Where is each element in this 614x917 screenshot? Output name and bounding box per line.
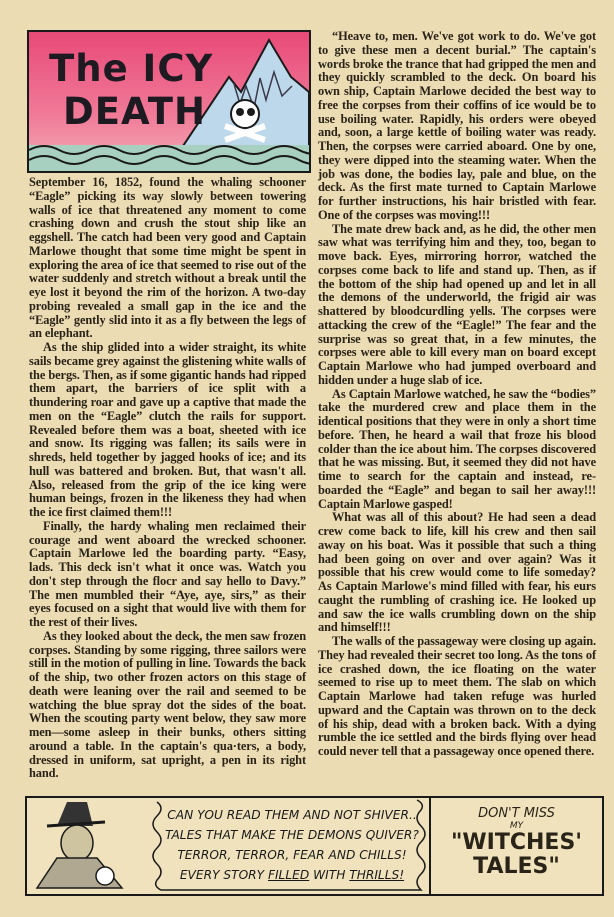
ad-text: WITH [309, 868, 350, 882]
paragraph: Finally, the hardy whaling men reclaimed their courage and went aboard the wrecked schooner. Captain Marlowe led the boarding party. “Easy, lads. This deck isn't what it once was. Watch you don't step through the flocr and say hello to Davy.” The men mumbled their “Aye, aye, sirs,” as their eyes focused on a sight that would live with them for the rest of their lives. [29, 518, 306, 629]
ad-line-2: TALES THAT MAKE THE DEMONS QUIVER? [165, 828, 419, 842]
witches-tales-ad [25, 796, 604, 896]
ad-text: FILLED [267, 868, 310, 882]
paragraph: As the ship glided into a wider straight, its white sails became grey against the glistening white walls of the bergs. Then, as if some gigantic hands had ripped them apart, the barriers of ice split with a thundering roar and gave up a captive that made the men on the “Eagle” clutch the rails for support. Revealed before them was a boat, sheeted with ice and snow. Its rigging was fallen; its sails were in shreds, held together by jagged hooks of ice; and its hull was battered and broken. But, that wasn't all. Also, released from the grip of the ice king were human beings, frozen in the likeness they had when the ice first claimed them!!! [29, 340, 306, 519]
title-line-1: The ICY [49, 47, 214, 90]
paragraph: What was all of this about? He had seen a dead crew come back to life, kill his crew and then sail away on his boat. Was it possible that such a thing had been going on over and over again? Was it possible that his crew would come to life someday? As Captain Marlowe's mind filled with fear, his eurs caught the rumbling of crashing ice. He looked up and saw the ice walls crumbling down on the ship and himself!!! [318, 510, 596, 635]
paragraph: The walls of the passageway were closing up again. They had revealed their secret too long. As the tons of ice crashed down, the ice floating on the water seemed to rise up to meet them. The slab on which Captain Marlowe had taken refuge was hurled upward and the Captain was thrown on to the deck of his ship, dead with a broken back. With a dying rumble the ice settled and the birds flying over head could never tell that a passageway once opened there. [318, 634, 596, 758]
right-column-text [318, 30, 596, 759]
ad-line-4 [157, 868, 427, 882]
tales-text: TALES" [473, 854, 560, 879]
witches-text: "WITCHES' [450, 830, 583, 855]
ad-promo [429, 798, 602, 894]
paragraph: The mate drew back and, as he did, the other men saw what was terrifying him and they, too, began to move back. Eyes, mirroring horror, watched the corpses come back to life and stand up. Then, as if the bottom of the ship had opened up and let in all the demons of the underworld, the frigid air was shattered by bloodcurdling yells. The corpses were attacking the crew of the “Eagle!” The fear and the surprise was so great that, in a few minutes, the corpses were able to kill every man on board except Captain Marlowe who had jumped overboard and hidden under a huge slab of ice. [318, 221, 596, 387]
paragraph: As they looked about the deck, the men saw frozen corpses. Standing by some rigging, three sailors were still in the motion of pulling in line. Towards the back of the ship, two other frozen actors on this stage of death were leaning over the rail and seemed to be watching the blue spray dot the sides of the boat. When the scouting party went below, they saw more men—some asleep in their bunks, others sitting around a table. In the captain's qua·ters, a body, dressed in uniform, sat upright, a pen in its right hand. [29, 628, 306, 781]
paragraph: September 16, 1852, found the whaling schooner “Eagle” picking its way slowly between towering walls of ice that threatened any moment to come crashing down and crush the stout ship like an eggshell. The catch had been very good and Captain Marlowe thought that some time might be spent in exploring the area of ice that seemed to rise out of the water suddenly and stretch without a break until the eye lost it beyond the rim of the horizon. A two-day probing revealed a small gap in the ice and the “Eagle” gently slid into it as a fly between the legs of an elephant. [29, 175, 306, 341]
title-line-2: DEATH [63, 90, 206, 133]
ad-text: EVERY STORY [179, 868, 268, 882]
witch-illustration [27, 798, 155, 894]
paragraph: “Heave to, men. We've got work to do. We've got to give these men a decent burial.” The captain's words broke the trance that had gripped the men and they quickly scrambled to the deck. On board his own ship, Captain Marlowe decided the best way to free the corpses from their coffins of ice would be to use boiling water. Rapidly, his orders were obeyed and, soon, a large kettle of boiling water was ready. Then, the corpses were carried aboard. One by one, they were dipped into the steaming water. When the job was done, the bodies lay, pale and blue, on the deck. As the first mate turned to Captain Marlowe for further instructions, his hair bristled with fear. One of the corpses was moving!!! [318, 29, 596, 222]
my-text: MY [509, 821, 524, 831]
ad-text: THRILLS! [349, 868, 405, 882]
dont-miss-text: DON'T MISS [478, 806, 555, 821]
ad-line-1: CAN YOU READ THEM AND NOT SHIVER.. [167, 808, 417, 822]
title-panel [27, 30, 311, 173]
left-column-text [29, 176, 306, 781]
paragraph: As Captain Marlowe watched, he saw the “bodies” take the murdered crew and place them in the identical positions that they were in only a short time before. Then, he heard a wail that froze his blood colder than the ice about him. The corpses discovered that he was missing. But, it seemed they did not have time to search for the captain and instead, re-boarded the “Eagle” and began to sail her away!!! Captain Marlowe gasped! [318, 386, 596, 511]
ad-line-3: TERROR, TERROR, FEAR AND CHILLS! [177, 848, 407, 862]
